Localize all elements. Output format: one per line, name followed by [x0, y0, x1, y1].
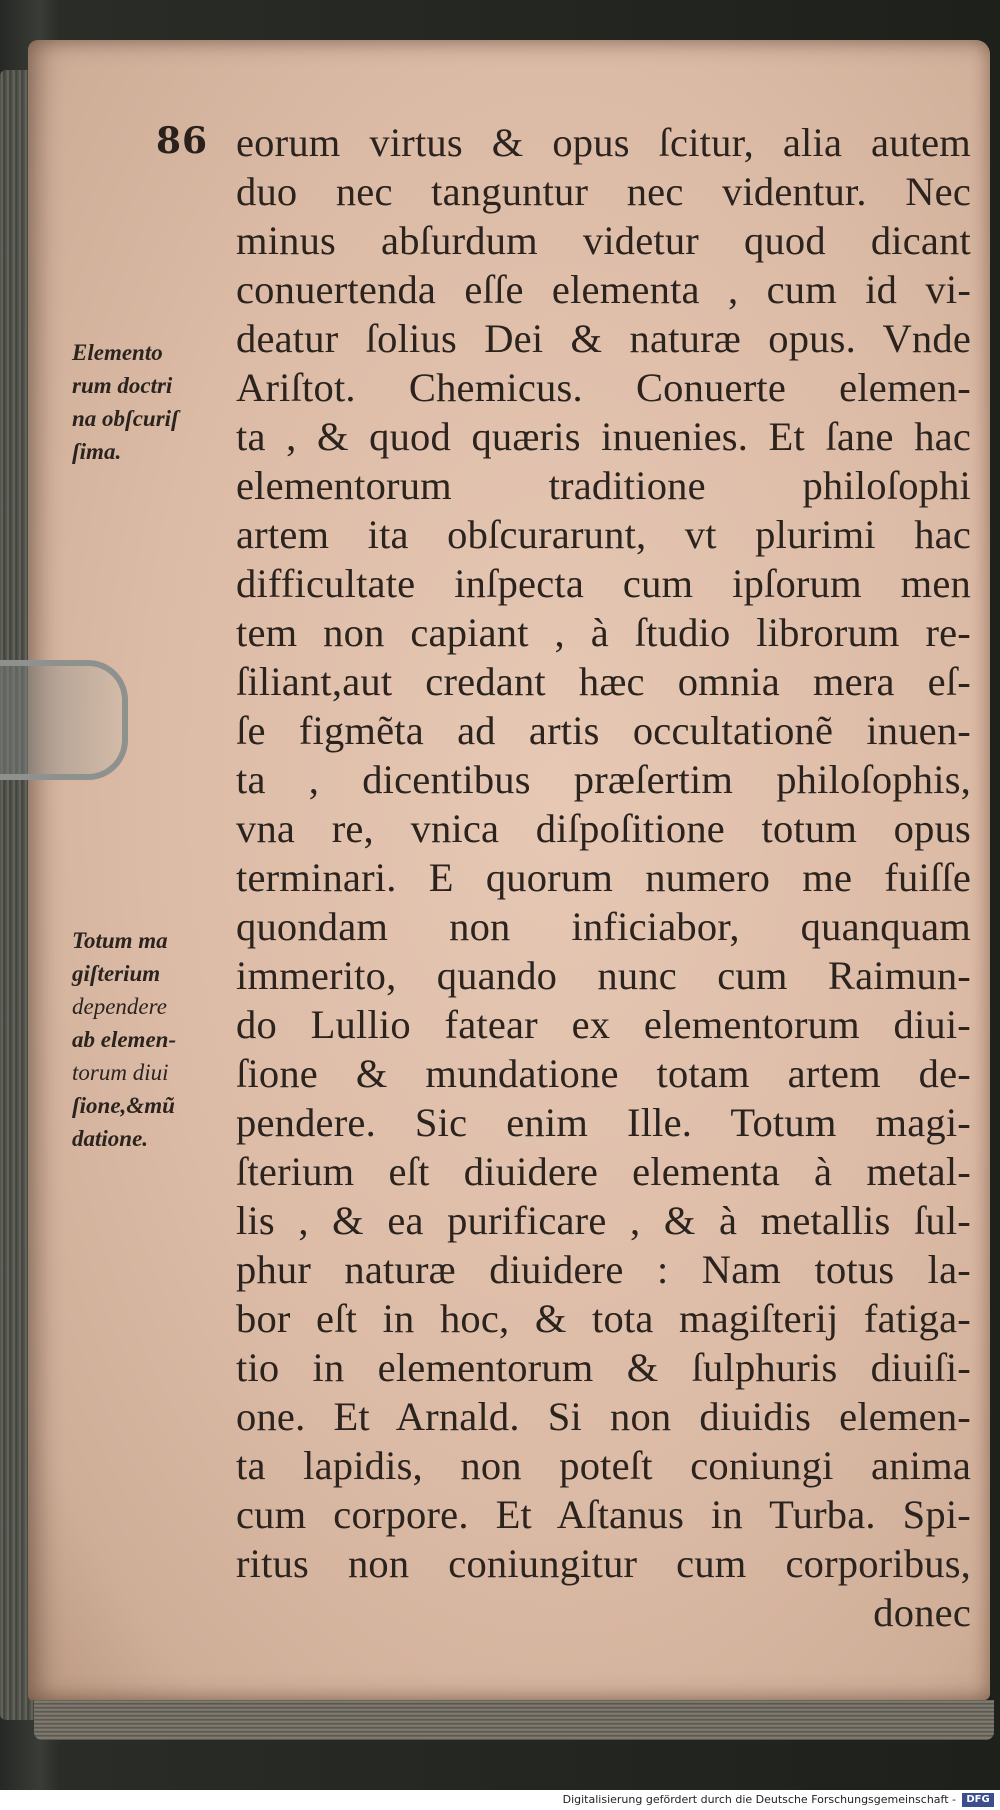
marginal-note-totum	[72, 924, 176, 1155]
text-line: Ariſtot. Chemicus. Conuerte elemen-	[236, 365, 971, 410]
digitization-footer	[0, 1790, 1000, 1810]
text-line: deatur ſolius Dei & naturæ opus. Vnde	[236, 316, 971, 361]
text-line: one. Et Arnald. Si non diuidis elemen-	[236, 1394, 971, 1439]
note-line: torum diui	[72, 1060, 169, 1085]
text-line: tio in elementorum & ſulphuris diuiſi-	[236, 1345, 971, 1390]
text-line: elementorum traditione philoſophi	[236, 463, 971, 508]
note-line: ſione,&mũ	[72, 1093, 175, 1118]
text-line: ritus non coniungitur cum corporibus,	[236, 1541, 971, 1586]
page-bottom-edge	[34, 1700, 994, 1740]
text-line: ſe figmẽta ad artis occultationẽ inuen-	[236, 708, 971, 753]
text-line: eorum virtus & opus ſcitur, alia autem	[236, 120, 971, 165]
funding-notice: Digitalisierung gefördert durch die Deutsche Forschungsgemeinschaft -	[562, 1793, 956, 1806]
note-line: na obſcuriſ	[72, 406, 179, 431]
text-line: minus abſurdum videtur quod dicant	[236, 218, 971, 263]
text-line: duo nec tanguntur nec videntur. Nec	[236, 169, 971, 214]
text-line: lis , & ea purificare , & à metallis ſul-	[236, 1198, 971, 1243]
catchword: donec	[873, 1590, 971, 1635]
note-line: Totum ma	[72, 928, 168, 953]
note-line: rum doctri	[72, 373, 173, 398]
text-line: tem non capiant , à ſtudio librorum re-	[236, 610, 971, 655]
text-line: ta , & quod quæris inuenies. Et ſane hac	[236, 414, 971, 459]
text-line: ſterium eſt diuidere elementa à metal-	[236, 1149, 971, 1194]
main-text-block	[236, 118, 971, 1637]
text-line: bor eſt in hoc, & tota magiſterij fatiga-	[236, 1296, 971, 1341]
text-line: ſiliant,aut credant hæc omnia mera eſ-	[236, 659, 971, 704]
text-line: immerito, quando nunc cum Raimun-	[236, 953, 971, 998]
marginal-note-elementorum	[72, 336, 179, 468]
text-line: ta lapidis, non poteſt coniungi anima	[236, 1443, 971, 1488]
note-line: ab elemen-	[72, 1027, 177, 1052]
note-line: Elemento	[72, 340, 163, 365]
text-line: vna re, vnica diſpoſitione totum opus	[236, 806, 971, 851]
text-line: cum corpore. Et Aſtanus in Turba. Spi-	[236, 1492, 971, 1537]
text-line: ta , dicentibus præſertim philoſophis,	[236, 757, 971, 802]
note-line: dependere	[72, 994, 167, 1019]
text-line: artem ita obſcurarunt, vt plurimi hac	[236, 512, 971, 557]
text-line: do Lullio fatear ex elementorum diui-	[236, 1002, 971, 1047]
dfg-logo: DFG	[962, 1793, 994, 1807]
page-number: 86	[156, 120, 209, 162]
note-line: ſima.	[72, 439, 122, 464]
text-line: pendere. Sic enim Ille. Totum magi-	[236, 1100, 971, 1145]
note-line: giſterium	[72, 961, 161, 986]
text-line: conuertenda eſſe elementa , cum id vi-	[236, 267, 971, 312]
text-line: difficultate inſpecta cum ipſorum men	[236, 561, 971, 606]
text-line: phur naturæ diuidere : Nam totus la-	[236, 1247, 971, 1292]
text-line: ſione & mundatione totam artem de-	[236, 1051, 971, 1096]
text-line: quondam non inficiabor, quanquam	[236, 904, 971, 949]
note-line: datione.	[72, 1126, 149, 1151]
page-clip	[0, 660, 128, 780]
text-line: terminari. E quorum numero me fuiſſe	[236, 855, 971, 900]
